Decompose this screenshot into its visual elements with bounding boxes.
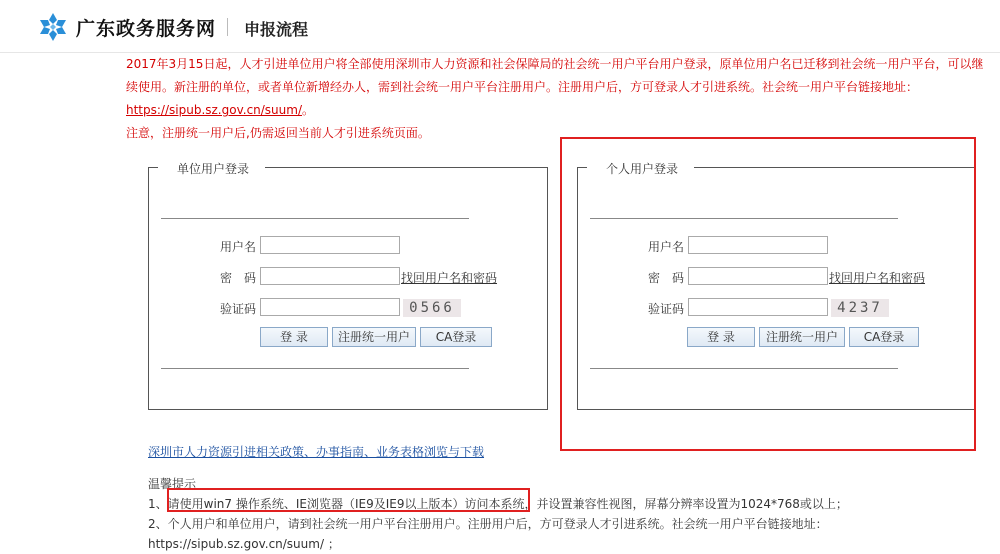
personal-login-button[interactable]: 登 录 (687, 327, 755, 347)
personal-captcha-image[interactable]: 4237 (831, 299, 889, 317)
personal-panel-highlight (560, 137, 976, 451)
tips-title: 温馨提示 (148, 477, 197, 491)
page-title: 申报流程 (244, 20, 309, 39)
notice-block (126, 53, 988, 145)
unit-username-input[interactable] (260, 236, 400, 254)
username-label: 用户名 (220, 240, 257, 254)
unit-login-legend: 单位用户登录 (177, 162, 250, 176)
panel-divider (161, 218, 469, 219)
personal-register-button[interactable]: 注册统一用户 (759, 327, 845, 347)
site-header (0, 0, 1000, 53)
panel-divider (161, 368, 469, 369)
notice-link-suffix: 。 (302, 103, 315, 117)
tips-item-2: 2、个人用户和单位用户，请到社会统一用户平台注册用户。注册用户后，方可登录人才引进系统。社会统一用户平台链接地址： (148, 517, 828, 531)
suum-link[interactable]: https://sipub.sz.gov.cn/suum/ (126, 103, 303, 117)
captcha-label: 验证码 (220, 302, 257, 316)
unit-login-panel (148, 162, 548, 410)
unit-register-button[interactable]: 注册统一用户 (332, 327, 416, 347)
unit-captcha-image[interactable]: 0566 (403, 299, 461, 317)
notice-line-1: 2017年3月15日起，人才引进单位用户将全部使用深圳市人力资源和社会保障局的社会统一用户平台用户登录，原单位用户名已迁移到社会统一用户平台，可以继续使用。新注册的单位，或者单位新增经办人，需到社会统一用户平台注册用户。注册用户后，方可登录人才引进系统。社会统一用户平台链接地址： (126, 57, 984, 94)
password-label: 密 码 (220, 271, 257, 285)
unit-password-input[interactable] (260, 267, 400, 285)
policy-download-link[interactable]: 深圳市人力资源引进相关政策、办事指南、业务表格浏览与下载 (148, 445, 485, 459)
tips-item-1-prefix: 1、 (148, 497, 168, 511)
panel-border (265, 167, 548, 168)
personal-forgot-link[interactable]: 找回用户名和密码 (829, 271, 926, 285)
tips-item-1-highlight: 请使用win7 操作系统、IE浏览器（IE9及IE9以上版本）访问本系统 (167, 497, 525, 511)
site-title[interactable]: 广东政务服务网 (76, 18, 217, 40)
unit-ca-login-button[interactable]: CA登录 (420, 327, 492, 347)
snowflake-logo-icon (38, 12, 68, 42)
tips-item-1-suffix: ，并设置兼容性视图，屏幕分辨率设置为1024*768或以上； (524, 497, 848, 511)
tips-block (148, 474, 988, 554)
unit-forgot-link[interactable]: 找回用户名和密码 (401, 271, 498, 285)
notice-text (126, 53, 988, 122)
tips-highlight (167, 488, 530, 512)
tips-item-2-link[interactable]: https://sipub.sz.gov.cn/suum/ ； (148, 537, 340, 551)
panel-border (148, 167, 158, 168)
personal-login-legend: 个人用户登录 (606, 162, 679, 176)
unit-login-button[interactable]: 登 录 (260, 327, 328, 347)
notice-line-2: 注意，注册统一用户后,仍需返回当前人才引进系统页面。 (126, 126, 430, 140)
unit-captcha-input[interactable] (260, 298, 400, 316)
password-label: 密 码 (648, 271, 685, 285)
header-divider (227, 18, 228, 36)
personal-ca-login-button[interactable]: CA登录 (849, 327, 919, 347)
username-label: 用户名 (648, 240, 685, 254)
captcha-label: 验证码 (648, 302, 685, 316)
